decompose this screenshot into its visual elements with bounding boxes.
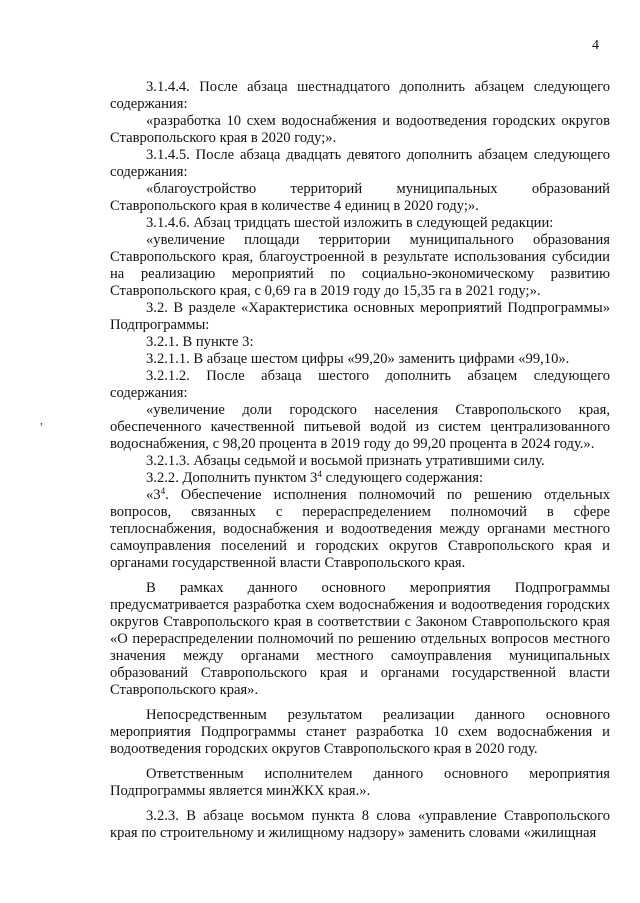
paragraph-text: 3.2.3. В абзаце восьмом пункта 8 слова «управление Ставропольского края по строительному и жилищному надзору» заменить словами «жилищная xyxy=(110,808,610,841)
paragraph-text: Непосредственным результатом реализации данного основного мероприятия Подпрограммы станет разработка 10 схем водоснабжения и водоотведения городских округов Ставропольского края в 2020 году. xyxy=(110,707,610,757)
paragraph-text: «благоустройство территорий муниципальных образований Ставропольского края в количестве 4 единиц в 2020 году;». xyxy=(110,181,610,214)
paragraph-text: 3.1.4.4. После абзаца шестнадцатого дополнить абзацем следующего содержания: xyxy=(110,79,610,112)
paragraph xyxy=(110,147,610,181)
paragraph xyxy=(110,368,610,402)
paragraph-text-continued: следующего содержания: xyxy=(321,470,484,486)
paragraph-text-continued: . Обеспечение исполнения полномочий по решению отдельных вопросов, связанных с перераспределением полномочий в сфере теплоснабжения, водоснабжения и водоотведения между органами местного самоуправления поселений и городских округов Ставропольского края и органами государственной власти Ставропольского края. xyxy=(110,487,610,571)
paragraph xyxy=(110,766,610,800)
superscript: 4 xyxy=(160,486,166,496)
paragraph xyxy=(110,215,610,232)
superscript: 4 xyxy=(317,469,322,479)
paragraph-text: 3.2. В разделе «Характеристика основных мероприятий Подпрограммы» Подпрограммы: xyxy=(110,300,610,333)
paragraph-text: 3.1.4.5. После абзаца двадцать девятого дополнить абзацем следующего содержания: xyxy=(110,147,610,180)
paragraph-text: «разработка 10 схем водоснабжения и водоотведения городских округов Ставропольского края в 2020 году;». xyxy=(110,113,610,146)
document-body xyxy=(110,79,610,842)
paragraph-text: В рамках данного основного мероприятия Подпрограммы предусматривается разработка схем водоснабжения и водоотведения городских округов Ставропольского края в соответствии с Законом Ставропольского края «О перераспределении полномочий по решению отдельных вопросов местного значения между органами местного самоуправления муниципальных образований Ставропольского края и органами государственной власти Ставропольского края». xyxy=(110,580,610,698)
paragraph-text: 3.2.1.1. В абзаце шестом цифры «99,20» заменить цифрами «99,10». xyxy=(146,351,570,367)
paragraph xyxy=(110,470,610,487)
paragraph xyxy=(110,487,610,572)
paragraph-text: «увеличение доли городского населения Ставропольского края, обеспеченного качественной питьевой водой из систем централизованного водоснабжения, с 98,20 процента в 2019 году до 99,20 процента в 2024 году.». xyxy=(110,402,610,452)
paragraph-text: Ответственным исполнителем данного основного мероприятия Подпрограммы является минЖКХ края.». xyxy=(110,766,610,799)
paragraph xyxy=(110,232,610,300)
paragraph xyxy=(110,402,610,453)
paragraph xyxy=(110,79,610,113)
paragraph-text: «3 xyxy=(146,487,161,503)
stray-mark: , xyxy=(40,413,43,427)
paragraph xyxy=(110,300,610,334)
paragraph xyxy=(110,113,610,147)
paragraph-text: 3.2.1.3. Абзацы седьмой и восьмой признать утратившими силу. xyxy=(146,453,545,469)
paragraph-text: 3.2.2. Дополнить пунктом 3 xyxy=(146,470,318,486)
paragraph-text: «увеличение площади территории муниципального образования Ставропольского края, благоустроенной в результате использования субсидии на реализацию мероприятий по социально-экономическому развитию Ставропольского края, с 0,69 га в 2019 году до 15,35 га в 2021 году;». xyxy=(110,232,610,299)
page-number: 4 xyxy=(592,38,599,53)
paragraph-text: 3.2.1.2. После абзаца шестого дополнить абзацем следующего содержания: xyxy=(110,368,610,401)
paragraph xyxy=(110,181,610,215)
paragraph xyxy=(110,351,610,368)
paragraph-text: 3.1.4.6. Абзац тридцать шестой изложить в следующей редакции: xyxy=(146,215,554,231)
paragraph xyxy=(110,334,610,351)
paragraph-text: 3.2.1. В пункте 3: xyxy=(146,334,254,350)
paragraph xyxy=(110,808,610,842)
paragraph xyxy=(110,707,610,758)
paragraph xyxy=(110,453,610,470)
paragraph xyxy=(110,580,610,699)
